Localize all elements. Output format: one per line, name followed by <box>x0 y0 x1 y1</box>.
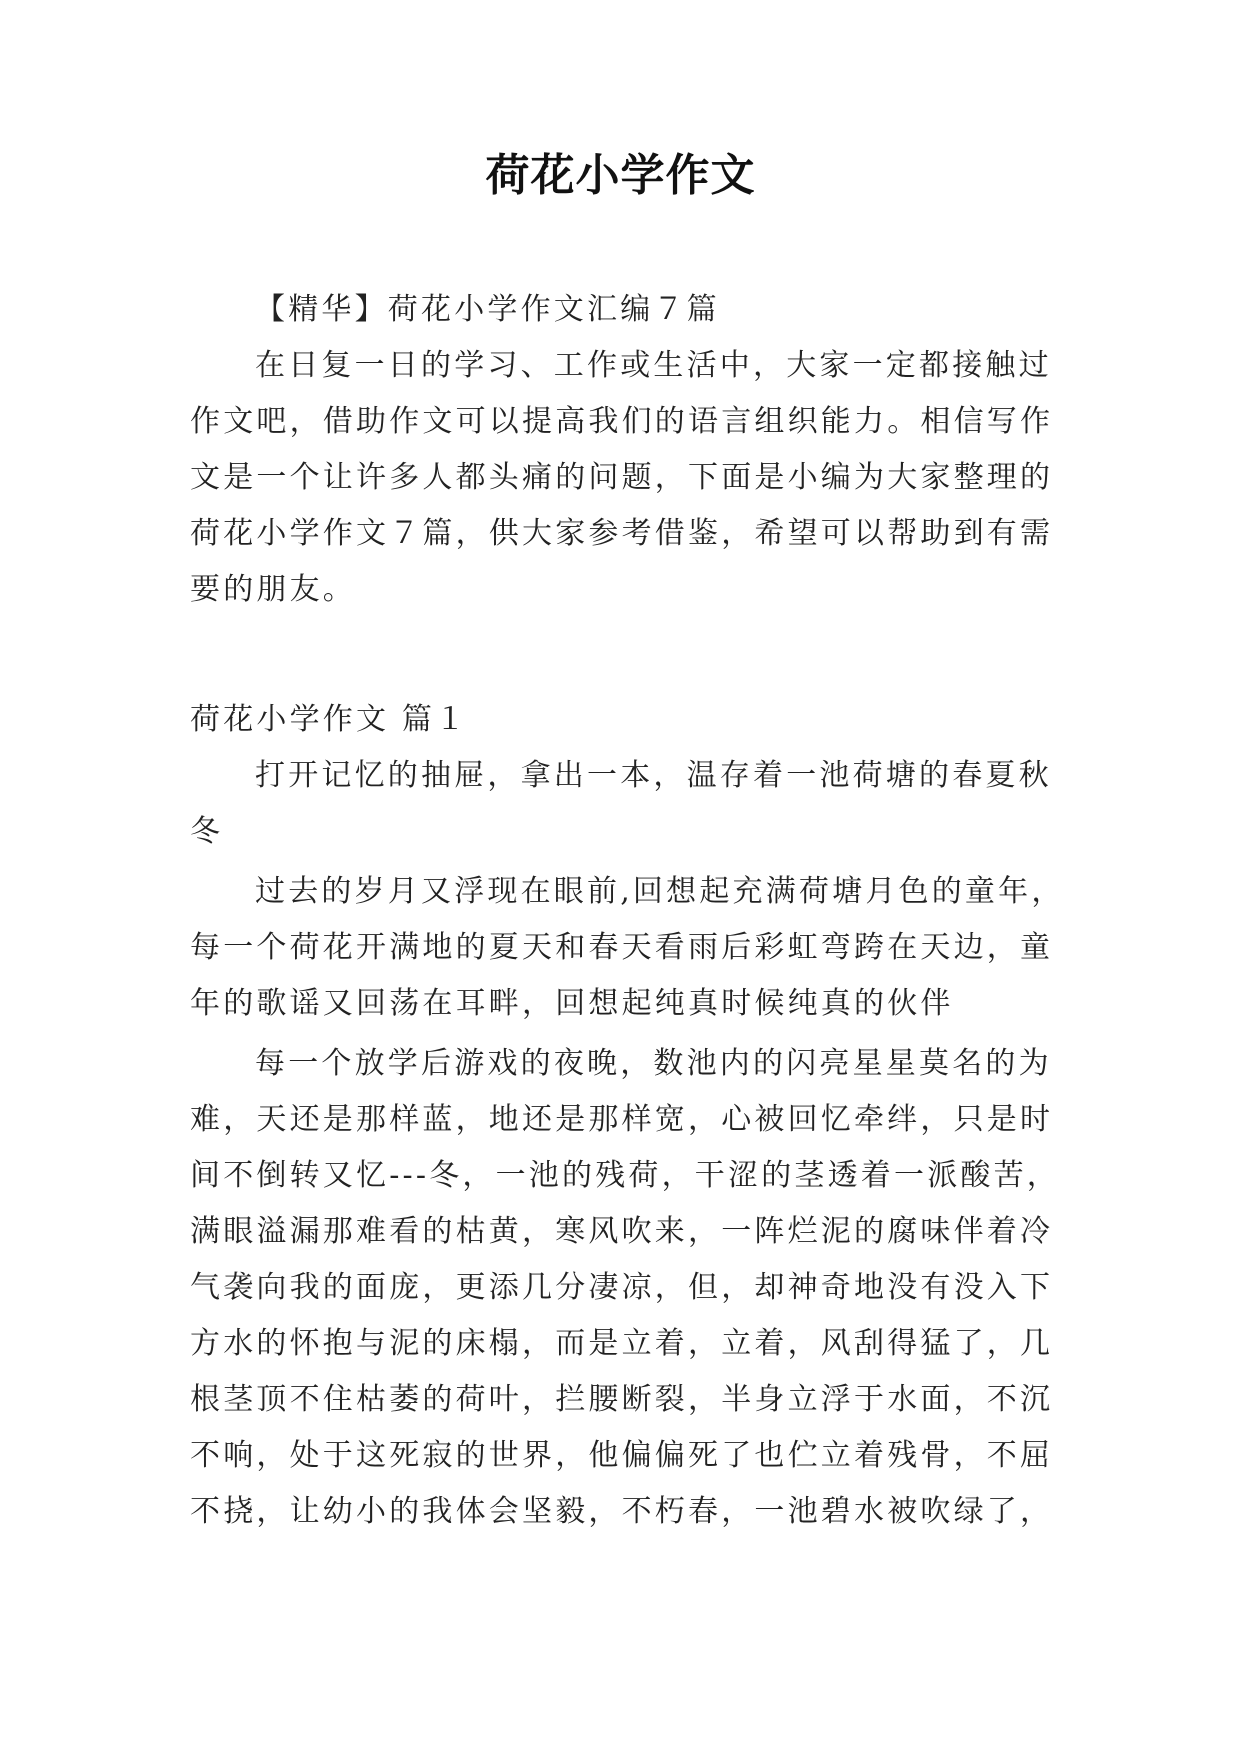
paragraph-line: 在日复一日的学习、工作或生活中，大家一定都接触过 <box>255 348 1052 383</box>
paragraph-line: 每一个放学后游戏的夜晚，数池内的闪亮星星莫名的为 <box>255 1046 1052 1081</box>
section-heading: 荷花小学作文 篇１ <box>190 702 469 737</box>
paragraph-line: 冬 <box>190 814 224 849</box>
paragraph-line: 气袭向我的面庞，更添几分凄凉，但，却神奇地没有没入下 <box>190 1270 1054 1305</box>
paragraph-line: 满眼溢漏那难看的枯黄，寒风吹来，一阵烂泥的腐味伴着冷 <box>190 1214 1054 1249</box>
paragraph-line: 不响，处于这死寂的世界，他偏偏死了也伫立着残骨，不屈 <box>190 1438 1054 1473</box>
paragraph-line: 作文吧，借助作文可以提高我们的语言组织能力。相信写作 <box>190 404 1054 439</box>
paragraph-line: 打开记忆的抽屉，拿出一本，温存着一池荷塘的春夏秋 <box>255 758 1052 793</box>
paragraph-line: 文是一个让许多人都头痛的问题，下面是小编为大家整理的 <box>190 460 1054 495</box>
paragraph-line: 年的歌谣又回荡在耳畔，回想起纯真时候纯真的伙伴 <box>190 986 954 1021</box>
paragraph-line: 过去的岁月又浮现在眼前,回想起充满荷塘月色的童年， <box>255 874 1065 909</box>
document-title: 荷花小学作文 <box>485 150 756 201</box>
paragraph-line: 方水的怀抱与泥的床榻，而是立着，立着，风刮得猛了，几 <box>190 1326 1054 1361</box>
document-subtitle: 【精华】荷花小学作文汇编７篇 <box>255 292 720 327</box>
paragraph-line: 根茎顶不住枯萎的荷叶，拦腰断裂，半身立浮于水面，不沉 <box>190 1382 1054 1417</box>
paragraph-line: 要的朋友。 <box>190 572 356 607</box>
paragraph-line: 间不倒转又忆---冬，一池的残荷，干涩的茎透着一派酸苦， <box>190 1158 1061 1193</box>
paragraph-line: 难，天还是那样蓝，地还是那样宽，心被回忆牵绊，只是时 <box>190 1102 1054 1137</box>
paragraph-line: 荷花小学作文７篇，供大家参考借鉴，希望可以帮助到有需 <box>190 516 1054 551</box>
paragraph-line: 不挠，让幼小的我体会坚毅，不朽春，一池碧水被吹绿了， <box>190 1494 1054 1529</box>
paragraph-line: 每一个荷花开满地的夏天和春天看雨后彩虹弯跨在天边，童 <box>190 930 1054 965</box>
